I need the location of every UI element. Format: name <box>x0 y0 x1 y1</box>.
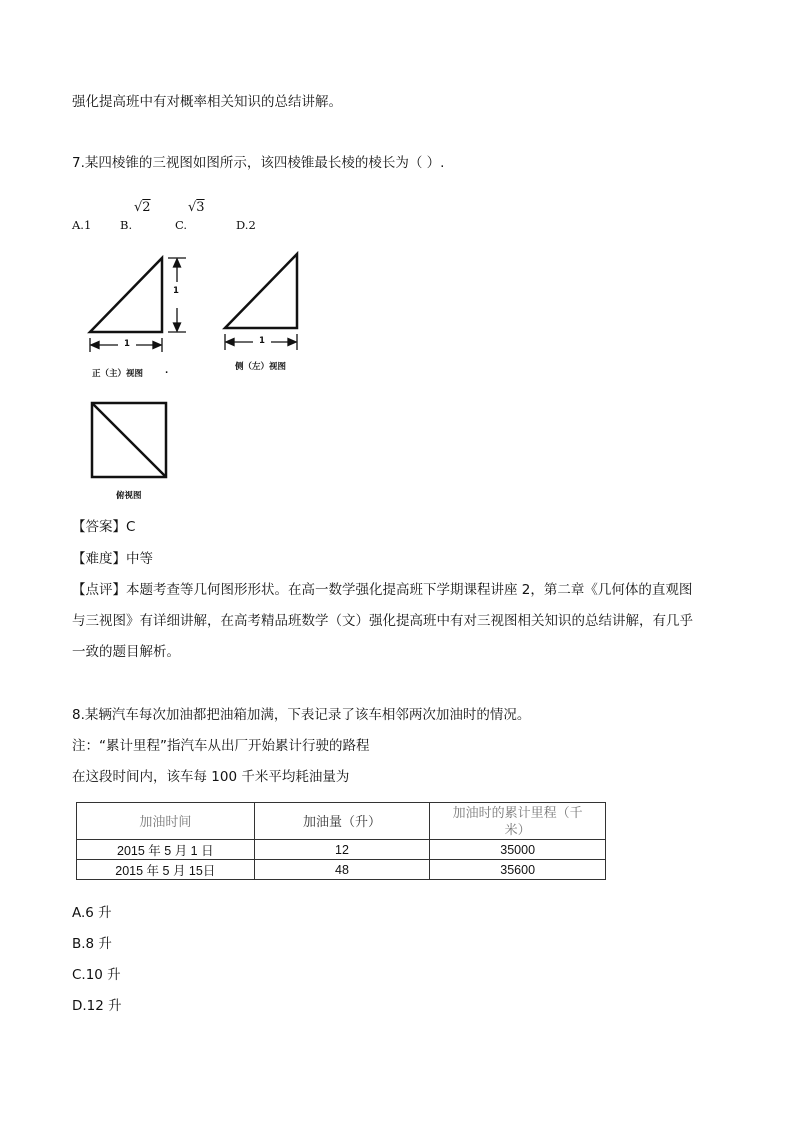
q7-option-c-text: 3 <box>196 200 205 215</box>
side-width-label: 1 <box>259 336 265 346</box>
q7-answer <box>72 517 135 537</box>
top-view-square <box>92 403 166 477</box>
front-height-label: 1 <box>173 286 179 296</box>
table-cell: 2015 年 5 月 15日 <box>77 860 255 880</box>
difficulty-label: 【难度】 <box>72 551 126 567</box>
q7-question: 7.某四棱锥的三视图如图所示，该四棱锥最长棱的棱长为（ ）. <box>72 155 445 171</box>
table-row <box>77 860 606 880</box>
side-view-caption: 侧（左）视图 <box>235 362 287 372</box>
q7-difficulty <box>72 549 153 569</box>
front-view-caption: 正（主）视图 <box>92 369 144 379</box>
q7-option-c-key: C. <box>175 218 188 232</box>
table-cell: 2015 年 5 月 1 日 <box>77 840 255 860</box>
table-cell: 35600 <box>430 860 606 880</box>
q8-note: 注：“累计里程”指汽车从出厂开始累计行驶的路程 <box>72 738 370 754</box>
q8-option-a: A.6 升 <box>72 905 112 921</box>
q8-option-b: B.8 升 <box>72 936 112 952</box>
table-cell: 35000 <box>430 840 606 860</box>
q7-option-b-sqrt: √2 <box>134 200 151 215</box>
q7-option-d-text: 2 <box>248 218 256 232</box>
q7-option-d-key: D. <box>236 218 249 232</box>
answer-label: 【答案】 <box>72 519 126 535</box>
difficulty-value: 中等 <box>126 551 153 567</box>
front-width-label: 1 <box>124 339 130 349</box>
q8-question: 8.某辆汽车每次加油都把油箱加满，下表记录了该车相邻两次加油时的情况。 <box>72 707 531 723</box>
table-header-row <box>77 803 606 840</box>
table-row <box>77 840 606 860</box>
table-cell: 48 <box>254 860 430 880</box>
table-header-cell: 加油时间 <box>77 803 255 840</box>
q7-option-b-key: B. <box>120 218 133 232</box>
table-header-cell: 加油时的累计里程（千 米） <box>430 803 606 840</box>
q7-option-c-sqrt: √3 <box>188 200 205 215</box>
q7-comment-line-1 <box>72 580 692 600</box>
q7-comment-line-2: 与三视图》有详细讲解，在高考精品班数学（文）强化提高班中有对三视图相关知识的总结讲解，有几乎 <box>72 613 693 629</box>
q7-option-a-key: A. <box>72 218 84 232</box>
fuel-table <box>76 802 606 880</box>
front-view-triangle <box>90 258 162 332</box>
side-view-triangle <box>225 254 297 328</box>
comment-text-1: 本题考查等几何图形形状。在高一数学强化提高班下学期课程讲座 2，第二章《几何体的直观图 <box>126 582 693 598</box>
q8-option-d: D.12 升 <box>72 998 122 1014</box>
q8-option-c: C.10 升 <box>72 967 121 983</box>
q7-option-b-text: 2 <box>142 200 151 215</box>
comment-label: 【点评】 <box>72 582 126 598</box>
answer-value: C <box>126 519 136 535</box>
q7-comment-line-3: 一致的题目解析。 <box>72 644 180 660</box>
table-cell: 12 <box>254 840 430 860</box>
table-header-cell: 加油量（升） <box>254 803 430 840</box>
top-view-caption: 俯视图 <box>116 491 142 501</box>
q8-prompt: 在这段时间内，该车每 100 千米平均耗油量为 <box>72 769 350 785</box>
intro-line: 强化提高班中有对概率相关知识的总结讲解。 <box>72 94 342 110</box>
q7-option-a-text: 1 <box>83 218 92 232</box>
front-view-caption-dot: . <box>165 366 169 376</box>
